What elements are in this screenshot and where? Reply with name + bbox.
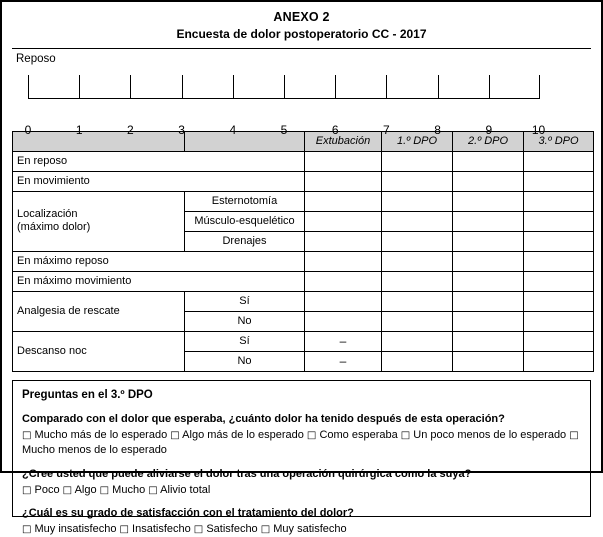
pain-assessment-table [12,131,594,372]
scale-tick-8 [438,75,439,99]
scale-tick-9 [489,75,490,99]
cell-dpo2[interactable] [453,191,524,211]
scale-number-6: 6 [331,122,339,137]
cell-extubacion[interactable] [305,151,382,171]
header-blank-1 [13,131,185,151]
option-2-2[interactable]: Algo [74,483,97,496]
scale-tick-4 [233,75,234,99]
checkbox-icon[interactable]: □ [22,524,32,536]
row-label-localizacion [13,191,185,251]
header-dpo1: 1.º DPO [382,131,453,151]
checkbox-icon[interactable]: □ [260,524,271,536]
row-label-en-movimiento: En movimiento [13,171,305,191]
option-3-1[interactable]: Muy insatisfecho [34,523,117,536]
checkbox-icon[interactable]: □ [400,429,411,441]
scale-number-1: 1 [75,122,83,137]
checkbox-icon[interactable]: □ [170,429,180,441]
question-3-text: ¿Cuál es su grado de satisfacción con el tratamiento del dolor? [22,507,354,520]
checkbox-icon[interactable]: □ [22,429,32,441]
scale-number-10: 10 [531,122,546,137]
table-row [13,331,594,351]
scale-tick-7 [386,75,387,99]
questions-box [12,380,591,536]
question-3-options [22,522,581,537]
scale-tick-2 [130,75,131,99]
cell-dpo2[interactable] [453,331,524,351]
cell-dpo2[interactable] [453,231,524,251]
cell-extubacion[interactable] [305,271,382,291]
scale-number-7: 7 [383,122,390,137]
scale-ruler [24,75,546,137]
sub-label-no: No [185,311,305,331]
cell-dpo1[interactable] [382,231,453,251]
option-1-3[interactable]: Como esperaba [319,428,398,441]
checkbox-icon[interactable]: □ [22,484,32,496]
cell-dpo2[interactable] [453,151,524,171]
sub-label-si: Sí [185,331,305,351]
cell-dpo3[interactable] [524,191,594,211]
option-2-3[interactable]: Mucho [112,483,146,496]
localizacion-line2: (máximo dolor) [17,221,91,234]
cell-extubacion[interactable] [305,231,382,251]
checkbox-icon[interactable]: □ [306,429,317,441]
cell-dpo1[interactable] [382,331,453,351]
scale-label: Reposo [16,52,56,65]
scale-tick-6 [335,75,336,99]
cell-dpo1[interactable] [382,291,453,311]
question-2-options [22,483,581,498]
cell-dpo2[interactable] [453,291,524,311]
localizacion-line1: Localización [17,208,78,221]
scale-number-5: 5 [280,122,288,137]
cell-dpo1[interactable] [382,311,453,331]
scale-tick-1 [79,75,80,99]
cell-extubacion[interactable] [305,291,382,311]
page-title: ANEXO 2 [273,10,330,24]
sub-label-si: Sí [185,291,305,311]
cell-extubacion[interactable] [305,311,382,331]
cell-dpo3[interactable] [524,231,594,251]
cell-extubacion[interactable] [305,211,382,231]
sub-label-esternotomia: Esternotomía [185,191,305,211]
cell-dpo1[interactable] [382,351,453,371]
option-1-5[interactable]: Mucho menos de lo esperado [22,443,167,456]
table-row [13,191,594,211]
row-label-max-reposo: En máximo reposo [13,251,305,271]
checkbox-icon[interactable]: □ [119,524,129,536]
cell-dpo1[interactable] [382,211,453,231]
cell-dpo2[interactable] [453,271,524,291]
question-1-text: Comparado con el dolor que esperaba, ¿cuánto dolor ha tenido después de esta operación? [22,413,505,426]
table-row [13,151,594,171]
table-header-row [13,131,594,151]
cell-dpo2[interactable] [453,171,524,191]
cell-extubacion[interactable] [305,171,382,191]
scale-number-3: 3 [178,122,185,137]
row-label-en-reposo: En reposo [13,151,305,171]
questions-title: Preguntas en el 3.º DPO [22,388,153,401]
cell-dpo3[interactable] [524,251,594,271]
option-3-3[interactable]: Satisfecho [206,523,258,536]
option-2-4[interactable]: Alivio total [160,483,211,496]
cell-dpo3[interactable] [524,351,594,371]
cell-dpo2[interactable] [453,311,524,331]
cell-dpo3[interactable] [524,171,594,191]
table-row [13,291,594,311]
checkbox-icon[interactable]: □ [99,484,110,496]
question-1-options [22,428,581,458]
header-dpo3: 3.º DPO [524,131,594,151]
cell-dpo2[interactable] [453,351,524,371]
question-2-text: ¿Cree usted que puede aliviarse el dolor tras una operación quirúrgica como la suya? [22,467,472,480]
option-1-1[interactable]: Mucho más de lo esperado [34,428,168,441]
cell-dpo3[interactable] [524,211,594,231]
cell-dpo1[interactable] [382,151,453,171]
cell-extubacion[interactable] [305,191,382,211]
scale-number-9: 9 [485,122,493,137]
cell-dpo3[interactable] [524,331,594,351]
option-3-2[interactable]: Insatisfecho [132,523,191,536]
page-subtitle: Encuesta de dolor postoperatorio CC - 2017 [176,26,427,41]
cell-extubacion-dash: – [305,351,382,371]
cell-dpo1[interactable] [382,191,453,211]
sub-label-no: No [185,351,305,371]
scale-number-4: 4 [229,122,237,137]
scale-tick-5 [284,75,285,99]
cell-dpo3[interactable] [524,311,594,331]
scale-number-8: 8 [434,122,441,137]
option-3-4[interactable]: Muy satisfecho [273,523,347,536]
table-row [13,171,594,191]
cell-dpo3[interactable] [524,271,594,291]
header-divider [12,48,591,49]
sub-label-drenajes: Drenajes [185,231,305,251]
checkbox-icon[interactable]: □ [148,484,158,496]
checkbox-icon[interactable]: □ [62,484,73,496]
cell-extubacion[interactable] [305,251,382,271]
document-header [12,10,591,42]
cell-dpo1[interactable] [382,171,453,191]
option-2-1[interactable]: Poco [34,483,60,496]
pain-scale [12,52,591,137]
scale-tick-10 [539,75,540,99]
row-label-max-movimiento: En máximo movimiento [13,271,305,291]
table-row [13,251,594,271]
table-row [13,271,594,291]
option-1-4[interactable]: Un poco menos de lo esperado [413,428,567,441]
checkbox-icon[interactable]: □ [193,524,204,536]
scale-tick-3 [182,75,183,99]
scale-number-0: 0 [24,122,32,137]
cell-dpo2[interactable] [453,211,524,231]
cell-dpo2[interactable] [453,251,524,271]
sub-label-musculo-esqueletico: Músculo-esquelético [185,211,305,231]
cell-dpo1[interactable] [382,251,453,271]
cell-dpo3[interactable] [524,151,594,171]
row-label-analgesia-rescate: Analgesia de rescate [13,291,185,331]
header-extubacion: Extubación [305,131,382,151]
cell-dpo1[interactable] [382,271,453,291]
scale-number-2: 2 [127,122,134,137]
scale-tick-0 [28,75,29,99]
row-label-descanso-noc: Descanso noc [13,331,185,371]
option-1-2[interactable]: Algo más de lo esperado [182,428,304,441]
cell-dpo3[interactable] [524,291,594,311]
header-dpo2: 2.º DPO [453,131,524,151]
cell-extubacion-dash: – [305,331,382,351]
checkbox-icon[interactable]: □ [569,429,579,441]
